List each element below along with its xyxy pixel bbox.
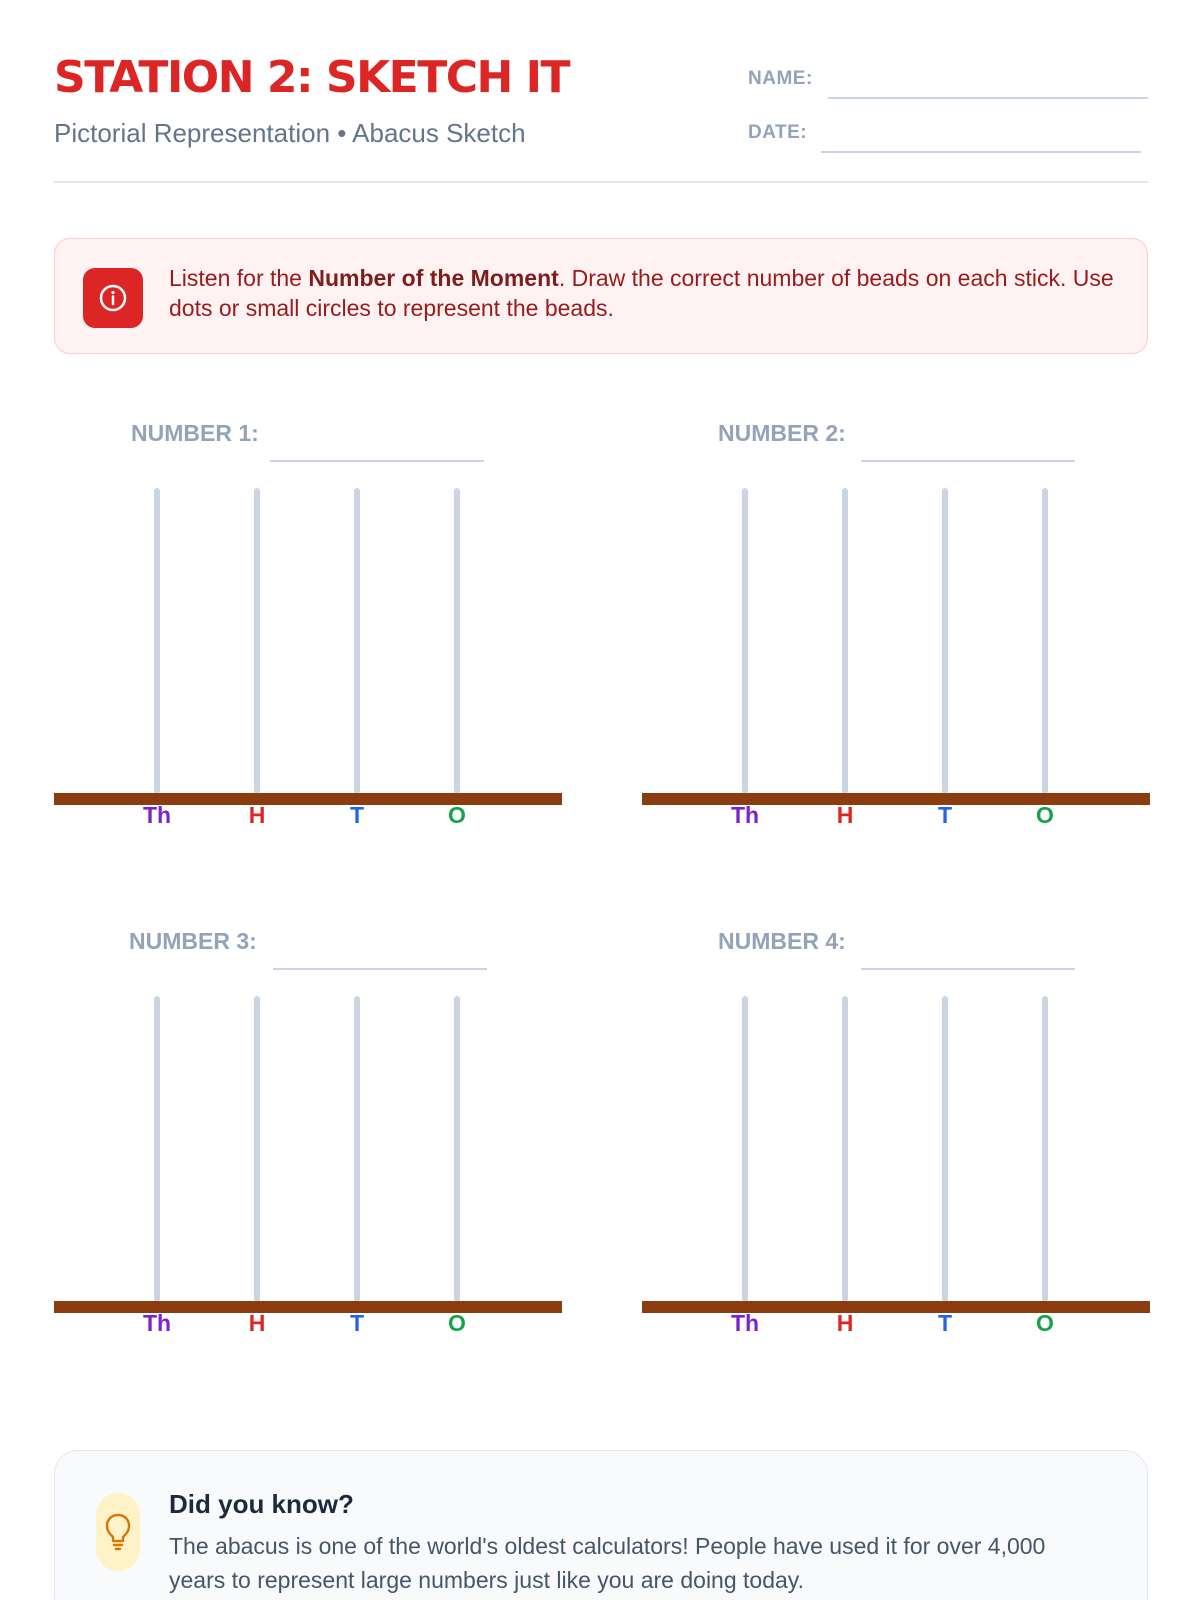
date-field[interactable] <box>821 151 1141 153</box>
rod-hundreds[interactable] <box>254 488 260 794</box>
number-answer-field[interactable] <box>861 968 1075 970</box>
abacus-panel-3 <box>54 928 562 1358</box>
rod-tens[interactable] <box>942 996 948 1302</box>
place-label-ones: O <box>448 802 466 828</box>
lightbulb-icon <box>96 1493 140 1571</box>
rod-thousands[interactable] <box>154 996 160 1302</box>
page-subtitle: Pictorial Representation • Abacus Sketch <box>54 118 526 148</box>
instructions-box <box>54 238 1148 354</box>
rod-tens[interactable] <box>354 996 360 1302</box>
instructions-prefix: Listen for the <box>169 265 309 291</box>
number-label: NUMBER 2: <box>718 420 846 446</box>
instructions-suffix: . Draw the correct number of beads on each stick. Use dots or small circles to represent the beads. <box>169 265 1114 321</box>
number-answer-field[interactable] <box>270 460 484 462</box>
abacus-panel-2 <box>642 420 1150 850</box>
name-field[interactable] <box>828 97 1148 99</box>
abacus-beam <box>54 1301 562 1313</box>
info-icon <box>83 268 143 328</box>
place-label-ones: O <box>1036 1310 1054 1336</box>
rod-thousands[interactable] <box>154 488 160 794</box>
name-label: NAME: <box>748 68 813 89</box>
number-label: NUMBER 1: <box>131 420 259 446</box>
number-label: NUMBER 4: <box>718 928 846 954</box>
rod-ones[interactable] <box>454 488 460 794</box>
place-label-hundreds: H <box>248 1310 266 1336</box>
number-answer-field[interactable] <box>273 968 487 970</box>
place-label-thousands: Th <box>142 1310 172 1336</box>
rod-thousands[interactable] <box>742 488 748 794</box>
number-label: NUMBER 3: <box>129 928 257 954</box>
place-label-tens: T <box>349 802 365 828</box>
instructions-text <box>169 263 1129 323</box>
date-label: DATE: <box>748 122 808 143</box>
place-label-hundreds: H <box>836 1310 854 1336</box>
fun-fact-box <box>54 1450 1148 1600</box>
rod-hundreds[interactable] <box>254 996 260 1302</box>
header-divider <box>54 181 1148 183</box>
rod-hundreds[interactable] <box>842 488 848 794</box>
abacus-panel-1 <box>54 420 562 850</box>
number-answer-field[interactable] <box>861 460 1075 462</box>
rod-thousands[interactable] <box>742 996 748 1302</box>
page-title: STATION 2: SKETCH IT <box>54 52 570 103</box>
abacus-beam <box>642 793 1150 805</box>
place-label-hundreds: H <box>836 802 854 828</box>
rod-tens[interactable] <box>942 488 948 794</box>
place-label-thousands: Th <box>142 802 172 828</box>
abacus-beam <box>642 1301 1150 1313</box>
fun-fact-text: The abacus is one of the world's oldest calculators! People have used it for over 4,000 years to represent large numbers just like you are doing today. <box>169 1533 1046 1593</box>
place-label-thousands: Th <box>730 802 760 828</box>
instructions-highlight: Number of the Moment <box>308 265 559 291</box>
rod-ones[interactable] <box>1042 996 1048 1302</box>
place-label-tens: T <box>937 802 953 828</box>
rod-tens[interactable] <box>354 488 360 794</box>
place-label-tens: T <box>349 1310 365 1336</box>
rod-hundreds[interactable] <box>842 996 848 1302</box>
place-label-ones: O <box>448 1310 466 1336</box>
place-label-hundreds: H <box>248 802 266 828</box>
place-label-tens: T <box>937 1310 953 1336</box>
place-label-thousands: Th <box>730 1310 760 1336</box>
fun-fact-title: Did you know? <box>169 1489 354 1519</box>
abacus-beam <box>54 793 562 805</box>
abacus-panel-4 <box>642 928 1150 1358</box>
rod-ones[interactable] <box>1042 488 1048 794</box>
place-label-ones: O <box>1036 802 1054 828</box>
rod-ones[interactable] <box>454 996 460 1302</box>
